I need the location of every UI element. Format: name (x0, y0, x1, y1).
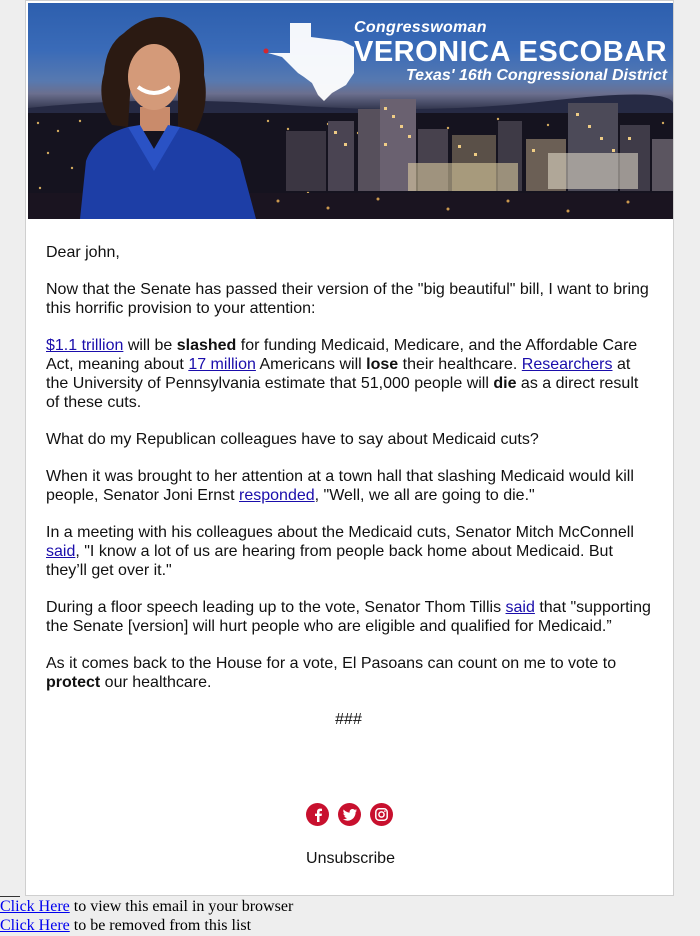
paragraph-4: When it was brought to her attention at a town hall that slashing Medicaid would kill people, Senator Joni Ernst responded, "Well, we all are going to die." (46, 468, 634, 504)
unsubscribe-link[interactable]: Unsubscribe (306, 850, 395, 867)
paragraph-2: $1.1 trillion will be slashed for funding Medicaid, Medicare, and the Affordable Care Act, meaning about 17 million Americans will lose their healthcare. Researchers at the University of Pennsylvania estimate that 51,000 people will die as a direct result of these cuts. (46, 337, 639, 411)
researchers-link[interactable]: Researchers (521, 356, 613, 373)
facebook-icon[interactable] (306, 803, 329, 826)
remove-from-list-link[interactable]: Click Here (0, 917, 70, 934)
million-link[interactable]: 17 million (188, 356, 256, 373)
twitter-icon[interactable] (338, 803, 361, 826)
signoff-marks: ### (335, 711, 362, 728)
paragraph-6: During a floor speech leading up to the vote, Senator Thom Tillis said that "supporting the Senate [version] will hurt people who are eligible and qualified for Medicaid.” (46, 599, 651, 635)
tillis-said-link[interactable]: said (505, 599, 535, 616)
social-links (306, 803, 393, 826)
view-in-browser-link[interactable]: Click Here (0, 898, 70, 915)
paragraph-1: Now that the Senate has passed their version of the "big beautiful" bill, I want to bring this horrific provision to your attention: (46, 281, 649, 317)
paragraph-5: In a meeting with his colleagues about the Medicaid cuts, Senator Mitch McConnell said, "I know a lot of us are hearing from people back home about Medicaid. But they’ll get over it." (46, 524, 634, 579)
remove-from-list-line: Click Here to be removed from this list (0, 917, 252, 934)
header-banner (28, 3, 673, 219)
banner-title-line1: Congresswoman (354, 19, 487, 36)
email-body (46, 243, 651, 747)
greeting: Dear john, (46, 244, 120, 261)
mcconnell-said-link[interactable]: said (46, 543, 76, 560)
paragraph-7: As it comes back to the House for a vote, El Pasoans can count on me to vote to protect our healthcare. (46, 655, 617, 691)
banner-title-name: VERONICA ESCOBAR (354, 36, 668, 68)
banner-title-district: Texas' 16th Congressional District (406, 67, 668, 84)
footer (0, 897, 293, 935)
instagram-icon[interactable] (370, 803, 393, 826)
view-in-browser-line: Click Here to view this email in your browser (0, 898, 294, 915)
texas-icon (268, 23, 354, 101)
paragraph-3: What do my Republican colleagues have to say about Medicaid cuts? (46, 431, 539, 448)
trillion-link[interactable]: $1.1 trillion (46, 337, 124, 354)
responded-link[interactable]: responded (239, 487, 315, 504)
email-card (25, 0, 674, 896)
